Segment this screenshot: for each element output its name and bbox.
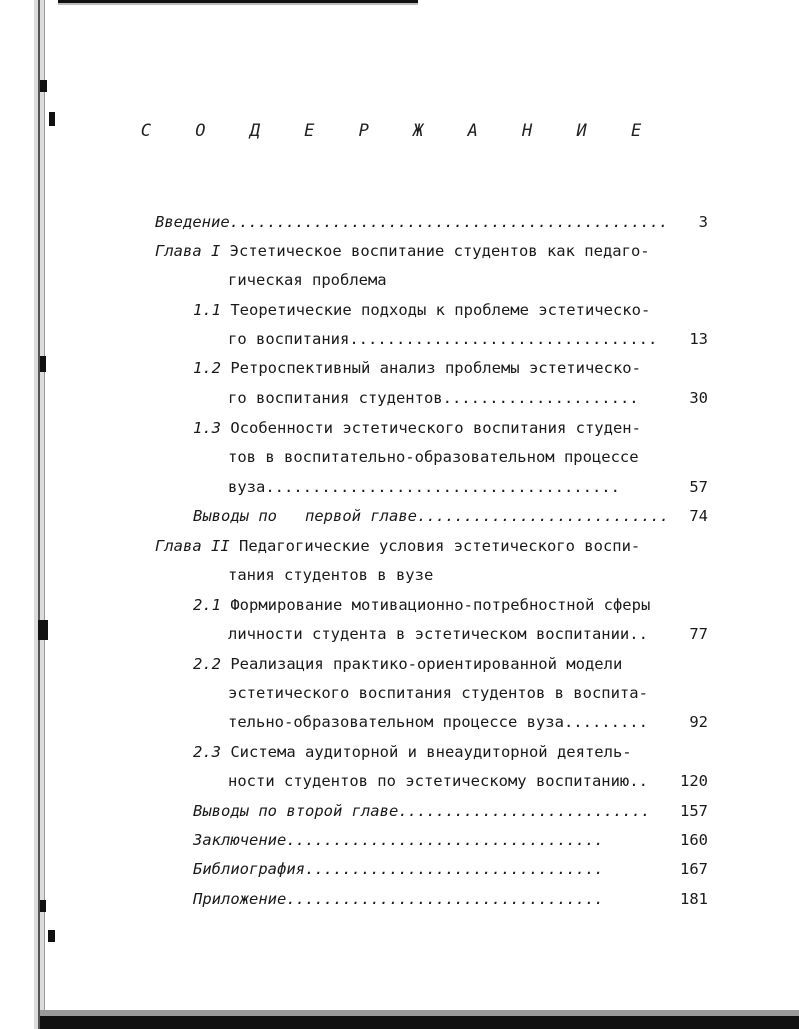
toc-dots: ...................................... <box>265 478 620 496</box>
scan-left-line-2 <box>44 0 45 1029</box>
scan-bottom-rule <box>40 1016 799 1029</box>
toc-line <box>228 445 639 469</box>
toc-line <box>193 652 622 676</box>
toc-page: 181 <box>680 890 708 908</box>
toc-label: 2.1 <box>193 596 221 614</box>
toc-line <box>228 622 648 646</box>
toc-text: го воспитания <box>228 330 350 348</box>
toc-label: 2.3 <box>193 743 221 761</box>
toc-line <box>193 887 604 911</box>
toc-dots: ......... <box>563 713 648 731</box>
toc-text: ности студентов по эстетическому воспитанию.. <box>228 772 648 790</box>
toc-dots: .................................. <box>286 831 604 849</box>
toc-dots: ................................ <box>304 860 604 878</box>
scan-top-rule-faint <box>58 3 418 5</box>
toc-text: личности студента в эстетическом воспитании.. <box>228 625 648 643</box>
toc-label: Глава II <box>155 537 230 555</box>
toc-line <box>193 356 641 380</box>
toc-label: Приложение <box>193 890 287 908</box>
toc-text: Эстетическое воспитание студентов как педаго- <box>229 242 650 260</box>
scan-mark <box>40 356 46 372</box>
toc-line <box>228 386 639 410</box>
toc-line <box>228 769 648 793</box>
toc-page: 77 <box>689 625 708 643</box>
toc-line <box>155 239 650 263</box>
toc-label: 1.3 <box>193 419 221 437</box>
toc-page: 160 <box>680 831 708 849</box>
toc-line <box>228 475 620 499</box>
toc-label: Выводы по <box>193 507 277 525</box>
toc-label: 1.1 <box>193 301 221 319</box>
toc-text: Педагогические условия эстетического воспи- <box>239 537 641 555</box>
toc-page: 120 <box>680 772 708 790</box>
toc-text: первой главе <box>305 507 417 525</box>
toc-label: Заключение <box>193 831 287 849</box>
toc-text: Система аудиторной и внеаудиторной деятель- <box>230 743 632 761</box>
toc-label: 1.2 <box>193 359 221 377</box>
toc-line <box>193 298 650 322</box>
toc-line <box>228 268 387 292</box>
toc-line <box>193 593 650 617</box>
toc-text: Реализация практико-ориентированной модели <box>230 655 623 673</box>
scan-mark <box>40 80 47 92</box>
toc-label: Библиография <box>193 860 305 878</box>
toc-dots: ................................. <box>349 330 658 348</box>
toc-page: 30 <box>689 389 708 407</box>
toc-text: вуза <box>228 478 266 496</box>
toc-line <box>193 857 604 881</box>
scan-mark <box>38 620 48 640</box>
toc-text: гическая проблема <box>228 271 387 289</box>
toc-page: 167 <box>680 860 708 878</box>
toc-page: 57 <box>689 478 708 496</box>
toc-dots: ............................................... <box>229 213 669 231</box>
scan-left-line <box>38 0 40 1029</box>
toc-dots: ..................... <box>442 389 639 407</box>
toc-dots: ........................... <box>398 802 651 820</box>
toc-text: го воспитания студентов <box>228 389 443 407</box>
toc-dots: ........................... <box>416 507 669 525</box>
toc-label: Выводы по второй главе <box>193 802 399 820</box>
toc-text: Особенности эстетического воспитания студен- <box>230 419 641 437</box>
toc-page: 13 <box>689 330 708 348</box>
toc-page: 3 <box>698 213 708 231</box>
toc-text: тания студентов в вузе <box>228 566 434 584</box>
toc-line <box>155 534 640 558</box>
toc-label: Глава I <box>155 242 221 260</box>
toc-line <box>193 799 650 823</box>
toc-line <box>228 327 657 351</box>
toc-label: Введение <box>155 213 230 231</box>
toc-text: Формирование мотивационно-потребностной сферы <box>230 596 651 614</box>
page-title: С О Д Е Р Ж А Н И Е <box>140 121 659 141</box>
toc-line <box>193 740 632 764</box>
toc-dots: .................................. <box>286 890 604 908</box>
toc-line <box>193 416 641 440</box>
toc-line <box>193 828 604 852</box>
toc-page: 74 <box>689 507 708 525</box>
toc-line <box>193 504 669 528</box>
toc-text: эстетического воспитания студентов в воспита- <box>228 684 648 702</box>
toc-line <box>228 710 648 734</box>
toc-label: 2.2 <box>193 655 221 673</box>
toc-text: Теоретические подходы к проблеме эстетическо- <box>230 301 651 319</box>
toc-page: 157 <box>680 802 708 820</box>
toc-text: тельно-образовательном процессе вуза <box>228 713 564 731</box>
toc-page: 92 <box>689 713 708 731</box>
toc-line <box>228 563 433 587</box>
toc-line <box>155 210 668 234</box>
toc-line <box>228 681 648 705</box>
toc-text: тов в воспитательно-образовательном процессе <box>228 448 639 466</box>
scan-mark <box>48 930 55 942</box>
scan-mark <box>40 900 46 912</box>
toc-text: Ретроспективный анализ проблемы эстетическо- <box>230 359 641 377</box>
